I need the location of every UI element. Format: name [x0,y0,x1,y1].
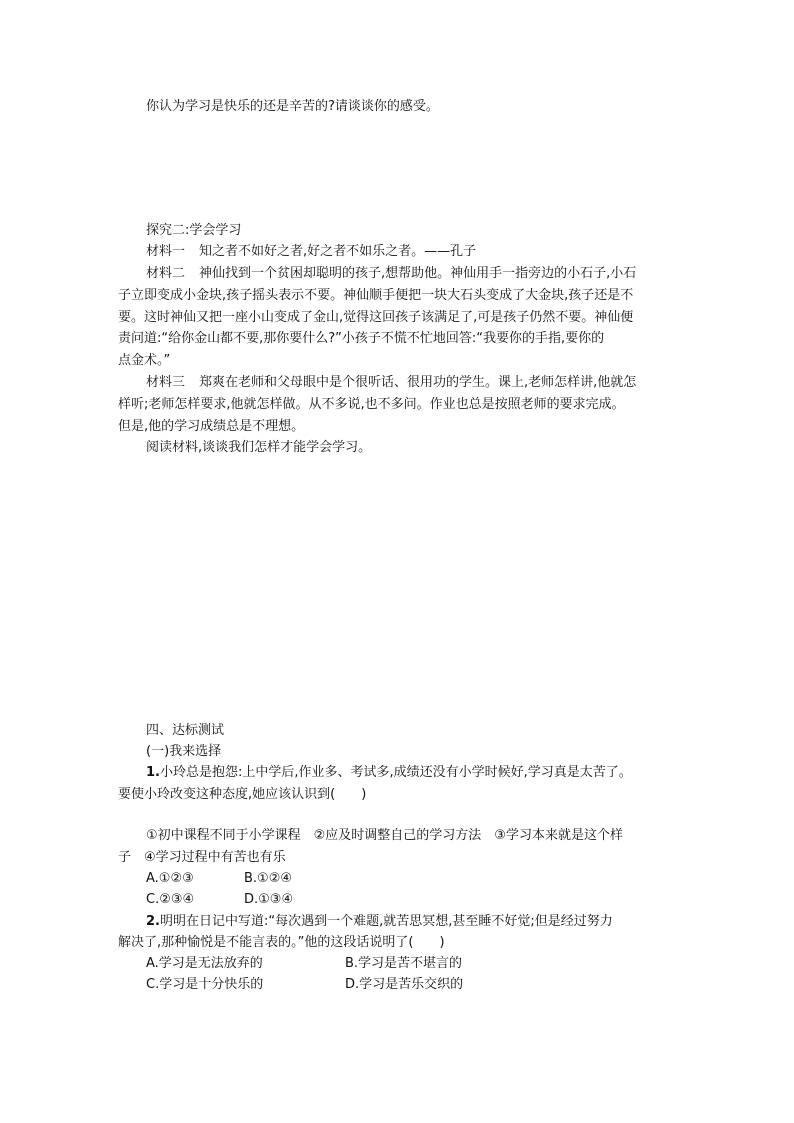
question-2-line-1 [146,913,613,931]
question-2-option-d[interactable]: D.学习是苦乐交织的 [345,977,464,992]
material-1-text: 知之者不如好之者,好之者不如乐之者。——孔子 [199,244,477,259]
intro-question: 你认为学习是快乐的还是辛苦的?请谈谈你的感受。 [146,99,439,114]
question-1-option-a[interactable]: A.①②③ [146,871,194,886]
material-3-text-1: 郑爽在老师和父母眼中是个很听话、很用功的学生。课上,老师怎样讲,他就怎 [199,375,637,390]
material-2-line-1 [146,265,636,283]
question-1-statements-1: ①初中课程不同于小学课程 ②应及时调整自己的学习方法 ③学习本来就是这个样 [146,828,623,843]
material-2-text-1: 神仙找到一个贫困却聪明的孩子,想帮助他。神仙用手一指旁边的小石子,小石 [199,266,637,281]
material-2-line-3: 要。这时神仙又把一座小山变成了金山,觉得这回孩子该满足了,可是孩子仍然不要。神仙便 [118,310,634,325]
material-2-label: 材料二 [146,266,186,281]
question-1-line-1 [146,764,632,782]
question-1-option-d[interactable]: D.①③④ [244,892,294,907]
section2-task: 阅读材料,谈谈我们怎样才能学会学习。 [146,440,372,455]
material-1 [146,243,476,261]
question-1-line-2: 要使小玲改变这种态度,她应该认识到( ) [118,787,367,802]
material-2-line-4: 责问道:“给你金山都不要,那你要什么?”小孩子不慌不忙地回答:“我要你的手指,要你的 [118,331,605,346]
question-2-option-c[interactable]: C.学习是十分快乐的 [146,977,264,992]
material-2-line-2: 子立即变成小金块,孩子摇头表示不要。神仙顺手便把一块大石头变成了大金块,孩子还是不 [118,288,634,303]
question-2-option-a[interactable]: A.学习是无法放弃的 [146,956,263,971]
section2-title: 探究二:学会学习 [146,223,242,238]
question-1-option-b[interactable]: B.①②④ [244,871,293,886]
question-1-number: 1. [146,765,160,780]
material-2-line-5: 点金术。” [118,353,171,368]
question-2-option-b[interactable]: B.学习是苦不堪言的 [345,956,463,971]
question-2-number: 2. [146,914,160,929]
material-3-line-2: 样听;老师怎样要求,他就怎样做。从不多说,也不多问。作业也总是按照老师的要求完成。 [118,397,625,412]
section4-title: 四、达标测试 [146,723,225,738]
material-3-line-1 [146,374,636,392]
question-1-statements-2: 子 ④学习过程中有苦也有乐 [118,850,286,865]
question-2-line-2: 解决了,那种愉悦是不能言表的。”他的这段话说明了( ) [118,935,445,950]
section4-subtitle: (一)我来选择 [146,744,222,759]
material-1-label: 材料一 [146,244,186,259]
material-3-label: 材料三 [146,375,186,390]
question-1-text-1: 小玲总是抱怨:上中学后,作业多、考试多,成绩还没有小学时候好,学习真是太苦了。 [159,765,632,780]
question-1-option-c[interactable]: C.②③④ [146,892,195,907]
question-2-text-1: 明明在日记中写道:“每次遇到一个难题,就苦思冥想,甚至睡不好觉;但是经过努力 [159,914,613,929]
material-3-line-3: 但是,他的学习成绩总是不理想。 [118,419,305,434]
